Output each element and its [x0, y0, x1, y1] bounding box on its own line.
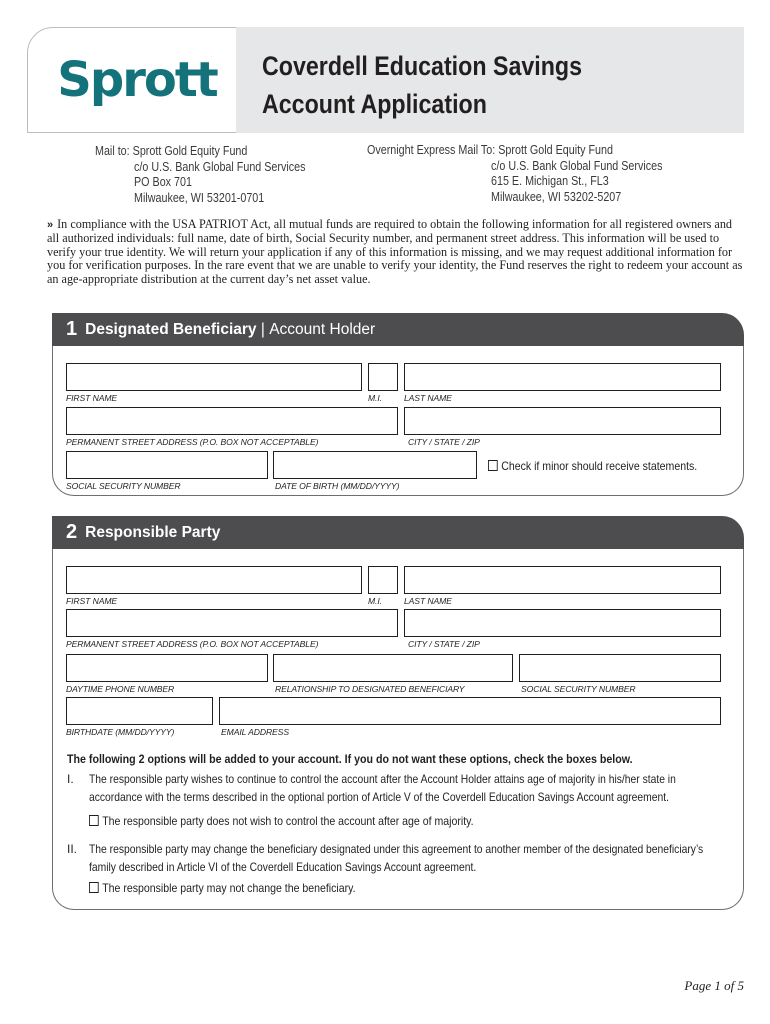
- mail-to-line-1: Sprott Gold Equity Fund: [132, 144, 248, 158]
- s1-last-name-field[interactable]: [404, 363, 721, 391]
- s1-ssn-field[interactable]: [66, 451, 268, 479]
- page-title-line-2: Account Application: [262, 89, 487, 119]
- option-2-line-1: The responsible party may change the beneficiary designated under this agreement to another member of the designated beneficiary’s: [89, 842, 704, 856]
- mail-to-label: Mail to:: [95, 144, 130, 158]
- section-1-subtitle: Account Holder: [269, 320, 376, 338]
- s2-first-name-label: FIRST NAME: [66, 596, 118, 606]
- page-number: Page 1 of 5: [684, 978, 744, 993]
- s2-email-field[interactable]: [219, 697, 721, 725]
- s1-dob-label: DATE OF BIRTH (MM/DD/YYYY): [275, 481, 400, 491]
- mail-to-line-3: PO Box 701: [134, 175, 192, 189]
- logo-box: [27, 27, 247, 133]
- section-1-header: [52, 313, 744, 346]
- overnight-rest: [491, 159, 662, 206]
- s2-address-label: PERMANENT STREET ADDRESS (P.O. BOX NOT ACCEPTABLE): [66, 639, 319, 649]
- s2-ssn-field[interactable]: [519, 654, 721, 682]
- mail-to-rest: [134, 160, 305, 207]
- notice-marker: »: [47, 219, 54, 231]
- section-1-number: 1: [66, 318, 78, 340]
- overnight-line-3: 615 E. Michigan St., FL3: [491, 174, 609, 188]
- section-1-separator: |: [256, 320, 270, 338]
- option-1-opt-out[interactable]: [89, 814, 474, 828]
- s2-last-name-field[interactable]: [404, 566, 721, 594]
- s2-first-name-field[interactable]: [66, 566, 362, 594]
- option-2-line-2: family described in Article VI of the Coverdell Education Savings Account agreement.: [89, 860, 477, 874]
- s2-city-field[interactable]: [404, 609, 721, 637]
- section-2-number: 2: [66, 521, 78, 543]
- s1-first-name-field[interactable]: [66, 363, 362, 391]
- option-1-number: I.: [67, 772, 74, 786]
- option-1-line-2: accordance with the terms described in the optional portion of Article V of the Coverdell Education Savings Account agreement.: [89, 790, 669, 804]
- option-2-opt-out[interactable]: [89, 881, 356, 895]
- section-1-title: Designated Beneficiary: [85, 320, 257, 338]
- s2-city-label: CITY / STATE / ZIP: [408, 639, 480, 649]
- s2-email-label: EMAIL ADDRESS: [221, 727, 289, 737]
- s2-phone-field[interactable]: [66, 654, 268, 682]
- s2-address-field[interactable]: [66, 609, 398, 637]
- s1-first-name-label: FIRST NAME: [66, 393, 118, 403]
- overnight-line-4: Milwaukee, WI 53202-5207: [491, 189, 622, 204]
- options-heading: The following 2 options will be added to your account. If you do not want these options, check the boxes below.: [67, 752, 633, 766]
- s1-address-label: PERMANENT STREET ADDRESS (P.O. BOX NOT ACCEPTABLE): [66, 437, 319, 447]
- section-2-header: [52, 516, 744, 549]
- s2-birthdate-label: BIRTHDATE (MM/DD/YYYY): [66, 727, 175, 737]
- patriot-act-notice: [47, 218, 747, 286]
- s1-mi-label: M.I.: [368, 393, 382, 403]
- option-2-opt-out-label: The responsible party may not change the beneficiary.: [102, 881, 356, 895]
- s2-last-name-label: LAST NAME: [404, 596, 452, 606]
- s1-minor-statements-label: Check if minor should receive statements.: [501, 459, 698, 473]
- checkbox-icon[interactable]: [488, 460, 498, 471]
- title-banner: [236, 27, 744, 133]
- mail-to-address: [95, 144, 247, 160]
- s2-birthdate-field[interactable]: [66, 697, 213, 725]
- page-title-line-1: Coverdell Education Savings: [262, 51, 583, 81]
- option-2-text: [89, 840, 704, 876]
- overnight-label: Overnight Express Mail To:: [367, 143, 496, 157]
- s2-ssn-label: SOCIAL SECURITY NUMBER: [521, 684, 636, 694]
- mail-to-line-4: Milwaukee, WI 53201-0701: [134, 190, 265, 205]
- s1-city-field[interactable]: [404, 407, 721, 435]
- s1-dob-field[interactable]: [273, 451, 477, 479]
- checkbox-icon[interactable]: [89, 882, 99, 893]
- overnight-line-1: Sprott Gold Equity Fund: [498, 143, 613, 157]
- option-1-text: [89, 770, 691, 806]
- s2-phone-label: DAYTIME PHONE NUMBER: [66, 684, 175, 694]
- option-2-number: II.: [67, 842, 78, 856]
- overnight-address: [367, 143, 613, 159]
- s1-last-name-label: LAST NAME: [404, 393, 452, 403]
- s1-city-label: CITY / STATE / ZIP: [408, 437, 480, 447]
- s1-minor-statements-option[interactable]: [488, 459, 697, 473]
- s2-relationship-field[interactable]: [273, 654, 513, 682]
- s1-address-field[interactable]: [66, 407, 398, 435]
- s2-mi-field[interactable]: [368, 566, 398, 594]
- s1-mi-field[interactable]: [368, 363, 398, 391]
- s2-mi-label: M.I.: [368, 596, 382, 606]
- s1-ssn-label: SOCIAL SECURITY NUMBER: [66, 481, 181, 491]
- section-2-title: Responsible Party: [85, 523, 221, 541]
- option-1-line-1: The responsible party wishes to continue to control the account after the Account Holder attains age of majority in his/her state in: [89, 772, 676, 786]
- sprott-logo: Sprott: [57, 52, 217, 108]
- notice-text: In compliance with the USA PATRIOT Act, all mutual funds are required to obtain the following information for all registered owners and all authorized individuals: full name, date of birth, Social Security number, and permanent street address. This information will be used to verify your true identity. We will return your application if any of this information is missing, and we may request additional information for you for verification purposes. In the rare event that we are unable to verify your identity, the Fund reserves the right to redeem your account as an age-appropriate distribution at the current day’s net asset value.: [47, 217, 743, 286]
- s2-relationship-label: RELATIONSHIP TO DESIGNATED BENEFICIARY: [275, 684, 465, 694]
- overnight-line-2: c/o U.S. Bank Global Fund Services: [491, 158, 663, 173]
- checkbox-icon[interactable]: [89, 815, 99, 826]
- option-1-opt-out-label: The responsible party does not wish to control the account after age of majority.: [102, 814, 474, 828]
- mail-to-line-2: c/o U.S. Bank Global Fund Services: [134, 159, 306, 174]
